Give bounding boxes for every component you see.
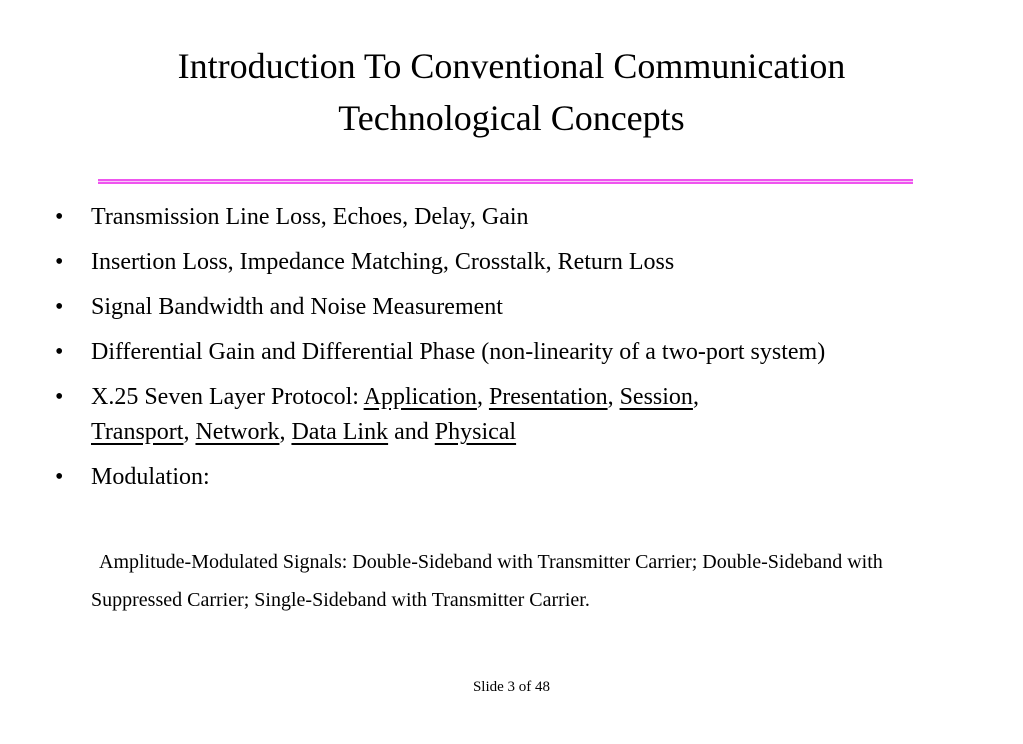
protocol-prefix: X.25 Seven Layer Protocol:	[91, 384, 364, 410]
link-network[interactable]: Network	[195, 419, 280, 445]
bullet-icon: •	[55, 339, 64, 365]
link-presentation[interactable]: Presentation	[488, 384, 608, 410]
bullet-text: Insertion Loss, Impedance Matching, Crosstalk, Return Loss	[91, 249, 675, 275]
link-session[interactable]: Session	[619, 384, 693, 410]
separator: ,	[476, 384, 489, 410]
title-divider	[98, 179, 913, 184]
bullet-item	[55, 200, 955, 235]
separator: and	[388, 419, 435, 445]
modulation-detail	[91, 543, 911, 619]
bullet-item	[55, 290, 955, 325]
slide-title-line-2: Technological Concepts	[338, 98, 685, 138]
bullet-icon: •	[55, 464, 64, 490]
bullet-text: Modulation:	[91, 464, 210, 490]
separator: ,	[607, 384, 620, 410]
bullet-text: Signal Bandwidth and Noise Measurement	[91, 294, 503, 320]
bullet-item	[55, 460, 955, 495]
bullet-icon: •	[55, 249, 64, 275]
link-physical[interactable]: Physical	[434, 419, 517, 445]
separator: ,	[279, 419, 292, 445]
link-application[interactable]: Application	[363, 384, 477, 410]
bullet-icon: •	[55, 294, 64, 320]
bullet-icon: •	[55, 204, 64, 230]
bullet-icon: •	[55, 384, 64, 410]
bullet-item	[55, 245, 955, 280]
slide-title	[0, 40, 1023, 144]
bullet-text: Differential Gain and Differential Phase (non-linearity of a two-port system)	[91, 339, 826, 365]
link-data-link[interactable]: Data Link	[291, 419, 389, 445]
bullet-item	[55, 335, 955, 370]
separator: ,	[183, 419, 196, 445]
slide-title-line-1: Introduction To Conventional Communication	[177, 46, 846, 86]
slide-number: Slide 3 of 48	[472, 679, 551, 695]
bullet-list	[55, 200, 955, 505]
bullet-text: Transmission Line Loss, Echoes, Delay, Gain	[91, 204, 529, 230]
modulation-detail-text: Amplitude-Modulated Signals: Double-Sideband with Transmitter Carrier; Double-Sideband with Suppressed Carrier; Single-Sideband with Transmitter Carrier.	[91, 551, 883, 611]
separator: ,	[692, 384, 699, 410]
link-transport[interactable]: Transport	[91, 419, 184, 445]
bullet-item-protocol	[55, 380, 955, 450]
